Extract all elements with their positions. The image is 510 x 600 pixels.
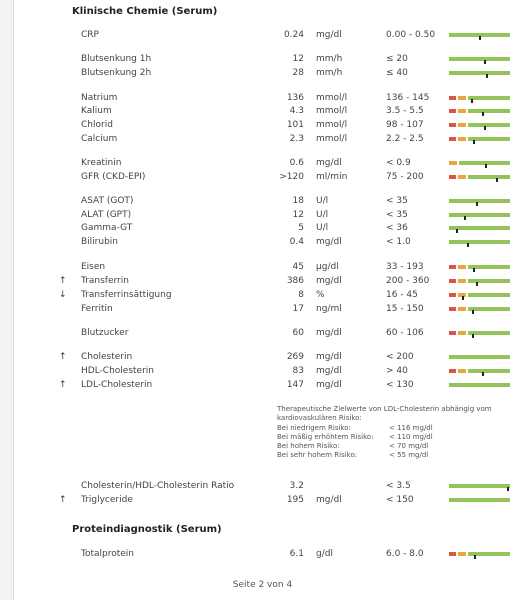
flag-arrow: ↓: [59, 290, 67, 300]
range-bar-segment: [449, 226, 510, 230]
range-bar-segment: [449, 123, 456, 127]
range-bar: [449, 498, 510, 502]
reference-range: < 150: [386, 495, 414, 505]
range-bar: [449, 226, 510, 230]
range-marker: [496, 178, 498, 182]
test-value: 12: [292, 210, 304, 220]
range-bar-segment: [449, 96, 456, 100]
range-marker: [482, 112, 484, 116]
range-marker: [479, 36, 481, 40]
range-bar: [449, 307, 510, 311]
range-bar: [449, 96, 510, 100]
range-marker: [476, 202, 478, 206]
reference-range: 136 - 145: [386, 93, 430, 103]
range-marker: [484, 126, 486, 130]
reference-range: 60 - 106: [386, 328, 424, 338]
range-marker: [471, 99, 473, 103]
note-risk-value: < 116 mg/dl: [389, 424, 433, 432]
range-bar-segment: [468, 109, 510, 113]
test-unit: mg/dl: [316, 30, 342, 40]
range-bar-segment: [449, 355, 510, 359]
test-unit: U/l: [316, 210, 329, 220]
range-bar: [449, 109, 510, 113]
range-bar: [449, 137, 510, 141]
test-name: Totalprotein: [81, 549, 135, 559]
note-risk-label: Bei hohem Risiko:: [277, 442, 340, 450]
range-bar-segment: [458, 279, 466, 283]
reference-range: < 200: [386, 352, 414, 362]
result-row: [14, 494, 510, 507]
range-bar-segment: [468, 293, 510, 297]
reference-range: 15 - 150: [386, 304, 424, 314]
test-unit: mg/dl: [316, 158, 342, 168]
test-name: Ferritin: [81, 304, 113, 314]
note-risk-label: Bei sehr hohem Risiko:: [277, 451, 358, 459]
range-bar-segment: [458, 175, 466, 179]
range-bar-segment: [449, 265, 456, 269]
range-bar-segment: [458, 552, 466, 556]
test-unit: mg/dl: [316, 352, 342, 362]
range-bar-segment: [468, 123, 510, 127]
test-name: LDL-Cholesterin: [81, 380, 153, 390]
test-value: 195: [286, 495, 304, 505]
test-value: 136: [286, 93, 304, 103]
test-value: 269: [286, 352, 304, 362]
test-value: 0.24: [283, 30, 304, 40]
result-row: [14, 327, 510, 340]
range-bar-segment: [449, 71, 510, 75]
range-bar: [449, 175, 510, 179]
result-row: [14, 289, 510, 302]
note-intro-line-1: Therapeutische Zielwerte von LDL-Cholesterin abhängig vom: [277, 405, 492, 413]
range-marker: [474, 555, 476, 559]
test-name: ASAT (GOT): [81, 196, 134, 206]
test-value: 2.3: [289, 134, 304, 144]
test-name: Blutsenkung 1h: [81, 54, 152, 64]
test-name: Natrium: [81, 93, 118, 103]
range-bar: [449, 355, 510, 359]
reference-range: < 130: [386, 380, 414, 390]
test-unit: mg/dl: [316, 237, 342, 247]
result-row: [14, 105, 510, 118]
range-marker: [472, 310, 474, 314]
test-value: 8: [298, 290, 304, 300]
range-bar: [449, 161, 510, 165]
test-value: 6.1: [289, 549, 304, 559]
range-marker: [484, 60, 486, 64]
range-bar-segment: [458, 307, 466, 311]
range-bar: [449, 369, 510, 373]
test-name: Transferrinsättigung: [81, 290, 172, 300]
test-name: CRP: [81, 30, 99, 40]
range-bar-segment: [449, 498, 510, 502]
test-value: 3.2: [289, 481, 304, 491]
test-unit: mmol/l: [316, 134, 348, 144]
range-bar-segment: [458, 369, 466, 373]
range-marker: [472, 334, 474, 338]
range-bar-segment: [449, 369, 456, 373]
test-name: Cholesterin: [81, 352, 133, 362]
result-row: [14, 195, 510, 208]
range-bar: [449, 279, 510, 283]
section-title-proteindiagnostik: Proteindiagnostik (Serum): [72, 524, 222, 535]
test-name: Transferrin: [81, 276, 129, 286]
range-marker: [473, 268, 475, 272]
test-value: 5: [298, 223, 304, 233]
test-unit: mmol/l: [316, 106, 348, 116]
result-row: [14, 351, 510, 364]
range-marker: [476, 282, 478, 286]
result-row: [14, 365, 510, 378]
range-bar: [449, 265, 510, 269]
test-value: 386: [286, 276, 304, 286]
range-bar: [449, 71, 510, 75]
report-page: [13, 0, 510, 600]
reference-range: 98 - 107: [386, 120, 424, 130]
test-name: HDL-Cholesterin: [81, 366, 154, 376]
reference-range: < 1.0: [386, 237, 411, 247]
result-row: [14, 222, 510, 235]
range-bar-segment: [449, 331, 456, 335]
range-bar-segment: [468, 369, 510, 373]
range-bar: [449, 240, 510, 244]
range-marker: [464, 216, 466, 220]
range-bar-segment: [468, 175, 510, 179]
reference-range: 33 - 193: [386, 262, 424, 272]
test-unit: ng/ml: [316, 304, 342, 314]
test-name: Blutzucker: [81, 328, 129, 338]
test-value: 4.3: [289, 106, 304, 116]
range-bar-segment: [458, 109, 466, 113]
range-bar-segment: [468, 331, 510, 335]
note-risk-value: < 110 mg/dl: [389, 433, 433, 441]
range-bar-segment: [449, 137, 456, 141]
range-bar: [449, 199, 510, 203]
test-unit: mg/dl: [316, 328, 342, 338]
test-unit: mm/h: [316, 68, 343, 78]
range-marker: [467, 243, 469, 247]
test-value: 101: [286, 120, 304, 130]
note-risk-value: < 55 mg/dl: [389, 451, 429, 459]
test-value: >120: [279, 172, 304, 182]
test-name: Calcium: [81, 134, 118, 144]
range-bar-segment: [449, 383, 510, 387]
test-value: 0.6: [289, 158, 304, 168]
result-row: [14, 133, 510, 146]
reference-range: 3.5 - 5.5: [386, 106, 424, 116]
test-unit: µg/dl: [316, 262, 339, 272]
range-bar-segment: [449, 552, 456, 556]
reference-range: ≤ 40: [386, 68, 408, 78]
range-bar-segment: [449, 199, 510, 203]
range-bar: [449, 383, 510, 387]
section-title-klinische-chemie: Klinische Chemie (Serum): [72, 6, 218, 17]
reference-range: < 3.5: [386, 481, 411, 491]
note-intro-line-2: kardiovaskulären Risiko:: [277, 414, 362, 422]
ldl-target-note: [277, 405, 510, 469]
test-value: 18: [292, 196, 304, 206]
range-bar-segment: [449, 109, 456, 113]
result-row: [14, 275, 510, 288]
test-unit: g/dl: [316, 549, 333, 559]
reference-range: 0.00 - 0.50: [386, 30, 436, 40]
result-row: [14, 171, 510, 184]
range-bar: [449, 293, 510, 297]
test-unit: mg/dl: [316, 495, 342, 505]
reference-range: > 40: [386, 366, 408, 376]
test-name: GFR (CKD-EPI): [81, 172, 146, 182]
flag-arrow: ↑: [59, 495, 67, 505]
test-name: Eisen: [81, 262, 106, 272]
range-bar-segment: [458, 123, 466, 127]
test-value: 12: [292, 54, 304, 64]
test-value: 28: [292, 68, 304, 78]
test-name: Kreatinin: [81, 158, 122, 168]
test-value: 83: [292, 366, 304, 376]
result-row: [14, 67, 510, 80]
test-value: 60: [292, 328, 304, 338]
range-bar-segment: [468, 307, 510, 311]
range-bar-segment: [449, 484, 510, 488]
test-value: 0.4: [289, 237, 304, 247]
result-row: [14, 92, 510, 105]
result-row: [14, 480, 510, 493]
test-unit: mm/h: [316, 54, 343, 64]
range-bar: [449, 57, 510, 61]
test-value: 17: [292, 304, 304, 314]
result-row: [14, 303, 510, 316]
reference-range: < 36: [386, 223, 408, 233]
note-risk-value: < 70 mg/dl: [389, 442, 429, 450]
test-unit: mg/dl: [316, 380, 342, 390]
test-name: Bilirubin: [81, 237, 118, 247]
test-name: Gamma-GT: [81, 223, 133, 233]
test-unit: %: [316, 290, 325, 300]
range-marker: [482, 372, 484, 376]
test-unit: mmol/l: [316, 93, 348, 103]
range-marker: [462, 296, 464, 300]
range-bar-segment: [468, 96, 510, 100]
test-unit: mg/dl: [316, 276, 342, 286]
range-bar-segment: [458, 137, 466, 141]
test-unit: mg/dl: [316, 366, 342, 376]
reference-range: 75 - 200: [386, 172, 424, 182]
result-row: [14, 379, 510, 392]
reference-range: 200 - 360: [386, 276, 430, 286]
result-row: [14, 261, 510, 274]
range-bar-segment: [468, 279, 510, 283]
test-value: 147: [286, 380, 304, 390]
range-marker: [507, 487, 509, 491]
flag-arrow: ↑: [59, 276, 67, 286]
reference-range: ≤ 20: [386, 54, 408, 64]
reference-range: < 0.9: [386, 158, 411, 168]
range-bar-segment: [449, 161, 457, 165]
page-footer: Seite 2 von 4: [232, 580, 293, 590]
range-bar-segment: [449, 175, 456, 179]
result-row: [14, 236, 510, 249]
test-name: ALAT (GPT): [81, 210, 132, 220]
test-name: Blutsenkung 2h: [81, 68, 152, 78]
range-bar-segment: [449, 293, 456, 297]
range-bar-segment: [458, 331, 466, 335]
range-bar-segment: [458, 265, 466, 269]
test-unit: mmol/l: [316, 120, 348, 130]
result-row: [14, 29, 510, 42]
range-bar-segment: [449, 279, 456, 283]
test-unit: ml/min: [316, 172, 348, 182]
test-name: Cholesterin/HDL-Cholesterin Ratio: [81, 481, 235, 491]
test-unit: U/l: [316, 196, 329, 206]
range-bar: [449, 484, 510, 488]
range-bar: [449, 213, 510, 217]
reference-range: 16 - 45: [386, 290, 418, 300]
result-row: [14, 53, 510, 66]
range-bar: [449, 33, 510, 37]
test-name: Triglyceride: [81, 495, 133, 505]
test-value: 45: [292, 262, 304, 272]
test-name: Chlorid: [81, 120, 113, 130]
range-bar-segment: [449, 213, 510, 217]
note-risk-label: Bei mäßig erhöhtem Risiko:: [277, 433, 374, 441]
range-marker: [456, 229, 458, 233]
result-row: [14, 209, 510, 222]
flag-arrow: ↑: [59, 380, 67, 390]
result-row: [14, 157, 510, 170]
range-bar: [449, 123, 510, 127]
range-bar-segment: [449, 307, 456, 311]
flag-arrow: ↑: [59, 352, 67, 362]
reference-range: 6.0 - 8.0: [386, 549, 424, 559]
reference-range: 2.2 - 2.5: [386, 134, 424, 144]
range-marker: [486, 74, 488, 78]
test-name: Kalium: [81, 106, 112, 116]
result-row: [14, 119, 510, 132]
range-bar-segment: [449, 240, 510, 244]
range-bar-segment: [458, 96, 466, 100]
range-bar: [449, 552, 510, 556]
range-marker: [485, 164, 487, 168]
result-row: [14, 548, 510, 561]
test-unit: U/l: [316, 223, 329, 233]
note-risk-label: Bei niedrigem Risiko:: [277, 424, 351, 432]
reference-range: < 35: [386, 196, 408, 206]
range-marker: [473, 140, 475, 144]
range-bar-segment: [449, 57, 510, 61]
reference-range: < 35: [386, 210, 408, 220]
range-bar: [449, 331, 510, 335]
